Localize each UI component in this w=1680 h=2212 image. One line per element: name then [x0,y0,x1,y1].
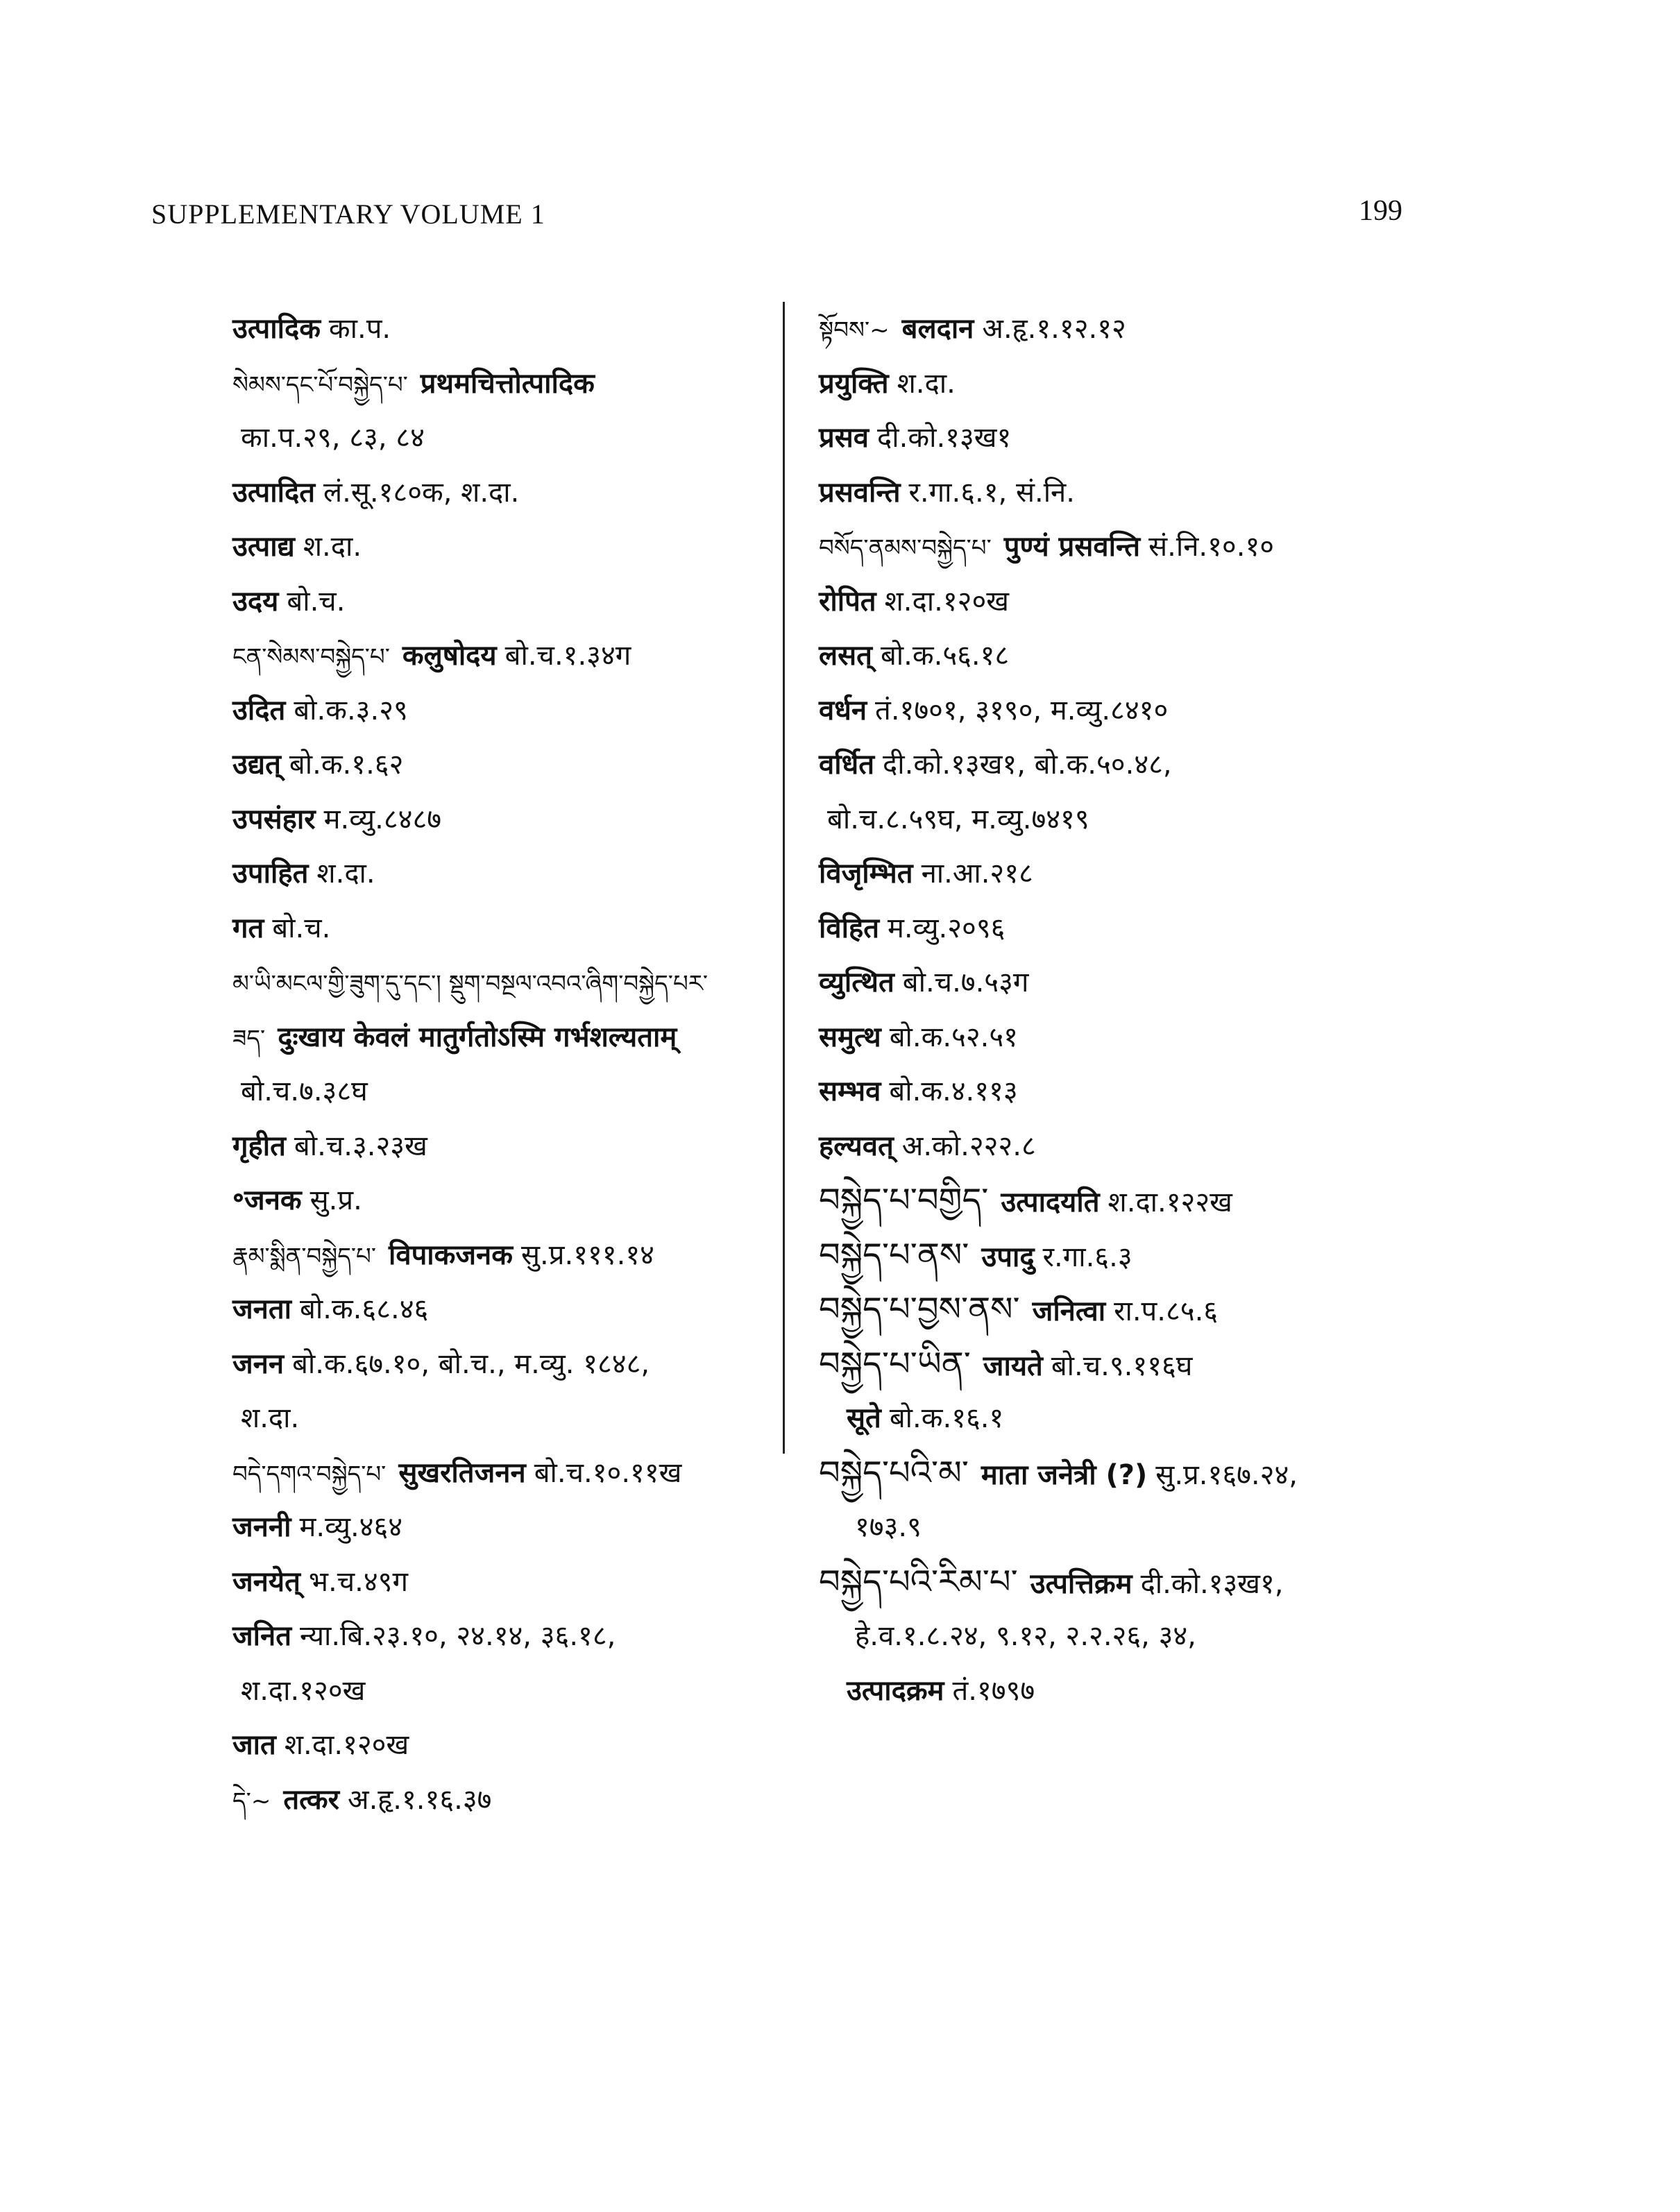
source-reference: बो.च.७.३८घ [241,1075,368,1107]
dictionary-entry [819,1282,1527,1337]
sanskrit-term: जनयेत् [232,1565,300,1598]
source-reference: बो.क.१६.१ [889,1402,1004,1434]
sanskrit-term: विहित [819,912,879,944]
source-reference: बो.च. [287,585,346,618]
source-reference: दी.को.१३ख१, [1140,1567,1284,1600]
sanskrit-term: विजृम्भित [819,858,913,890]
tibetan-headword: བསྐྱེད་པའི་མ་ [819,1453,969,1492]
sanskrit-term: सम्भव [819,1075,881,1107]
sanskrit-term: प्रसवन्ति [819,476,901,509]
sanskrit-term: प्रयुक्ति [819,367,889,400]
source-reference: श.दा. [316,858,375,890]
dictionary-entry [232,1064,829,1119]
dictionary-entry [232,1555,829,1610]
tibetan-headword: བསྐྱེད་པ་བྱས་ནས་ [819,1290,1020,1329]
sanskrit-term: जनन [232,1347,285,1380]
sanskrit-term: बलदान [901,313,974,345]
source-reference: श.दा.१२०ख [884,585,1009,618]
dictionary-entry [819,1500,1527,1555]
tibetan-headword: བདེ་དགའ་བསྐྱེད་པ་ [232,1460,387,1488]
tibetan-headword: བསྐྱེད་པ་ནས་ [819,1235,969,1275]
sanskrit-term: लसत् [819,640,872,672]
sanskrit-term: उपादु [981,1241,1035,1273]
tibetan-headword: བསྐྱེད་པ་ཡིན་ [819,1344,971,1384]
dictionary-entry [232,1500,829,1555]
sanskrit-term: जात [232,1729,276,1761]
sanskrit-term: जननी [232,1511,291,1543]
source-reference: र.गा.६.३ [1042,1241,1132,1273]
sanskrit-term: प्रसव [819,422,869,454]
source-reference: म.व्यु.२०९६ [888,912,1006,944]
dictionary-entry [819,1337,1527,1392]
dictionary-entry [232,411,829,466]
source-reference: बो.च.१.३४ग [504,640,631,672]
source-reference: म.व्यु.८४८७ [323,803,442,835]
sanskrit-term: दुःखाय केवलं मातुर्गतोऽस्मि गर्भशल्यताम् [278,1021,677,1053]
dictionary-entry [232,1446,829,1501]
sanskrit-term: उत्पादिक [232,313,321,345]
source-reference: बो.च.१०.११ख [534,1456,682,1489]
source-reference: रा.प.८५.६ [1114,1295,1219,1327]
sanskrit-term: जनित [232,1620,292,1652]
source-reference: अ.हृ.१.१६.३७ [348,1783,492,1816]
dictionary-entry [819,1228,1527,1283]
source-reference: श.दा. [897,367,956,400]
sanskrit-term: हल्यवत् [819,1130,894,1162]
dictionary-entry [819,1555,1527,1610]
sanskrit-term: समुत्थ [819,1021,881,1053]
sanskrit-term: गत [232,912,264,944]
dictionary-entry [232,302,829,357]
sanskrit-term: उत्पादक्रम [847,1674,944,1707]
sanskrit-term: उत्पादयति [1001,1186,1100,1218]
dictionary-entry [232,1337,829,1392]
dictionary-entry [232,575,829,629]
dictionary-entry [819,520,1527,575]
source-reference: बो.क.३.२९ [294,694,408,726]
tibetan-headword: སྟོབས་~ [819,316,890,344]
dictionary-entry [232,1664,829,1719]
source-reference: बो.क.१.६२ [289,749,404,781]
source-reference: का.प. [328,313,391,345]
sanskrit-term: उपसंहार [232,803,316,835]
source-reference: बो.क.६७.१०, बो.च., म.व्यु. १८४८, [292,1347,650,1380]
sanskrit-term: उद्यत् [232,749,281,781]
sanskrit-term: वर्धन [819,694,867,726]
dictionary-entry [232,792,829,847]
source-reference: तं.१७९७ [952,1674,1035,1707]
dictionary-entry [232,1282,829,1337]
sanskrit-term: उत्पाद्य [232,531,295,563]
dictionary-entry [232,466,829,520]
tibetan-headword: མ་ཡི་མངལ་གྱི་ཟུག་དུ་དང་། སྡུག་བསྔལ་འབའ་ཞིག་བསྐྱེད་པར་ [232,970,709,998]
tibetan-headword: བསོད་ནམས་བསྐྱེད་པ་ [819,534,992,562]
right-column [819,302,1527,1718]
dictionary-entry [232,1173,829,1228]
source-reference: श.दा.१२२ख [1108,1186,1232,1218]
dictionary-entry [232,901,829,956]
sanskrit-term: जनता [232,1293,292,1325]
tibetan-headword: ངན་སེམས་བསྐྱེད་པ་ [232,643,390,671]
tibetan-headword: དེ་~ [232,1787,271,1815]
dictionary-entry [232,1010,829,1065]
tibetan-headword: བསྐྱེད་པའི་རིམ་པ་ [819,1562,1018,1601]
dictionary-entry [819,357,1527,411]
sanskrit-term: पुण्यं प्रसवन्ति [1003,531,1141,563]
dictionary-entry [819,1391,1527,1446]
source-reference: ना.आ.२१८ [921,858,1033,890]
sanskrit-term: उत्पत्तिक्रम [1030,1567,1132,1600]
dictionary-entry [232,1119,829,1174]
source-reference: म.व्यु.४६४ [299,1511,403,1543]
source-reference: बो.क.६८.४६ [300,1293,429,1325]
dictionary-entry [819,955,1527,1010]
tibetan-headword: བསྐྱེད་པ་བགྱིད་ [819,1181,989,1220]
sanskrit-term: ॰जनक [232,1184,302,1216]
page-number: 199 [1359,195,1402,227]
dictionary-entry [819,683,1527,738]
dictionary-entry [819,901,1527,956]
source-reference: १७३.९ [855,1511,922,1543]
sanskrit-term: विपाकजनक [388,1239,513,1271]
source-reference: बो.च.९.११६घ [1051,1350,1193,1382]
dictionary-entry [819,411,1527,466]
dictionary-entry [819,1010,1527,1065]
sanskrit-term: सुखरतिजनन [398,1456,526,1489]
dictionary-entry [819,1173,1527,1228]
source-reference: बो.च.३.२३ख [294,1130,427,1162]
dictionary-entry [232,629,829,683]
sanskrit-term: प्रथमचित्तोत्पादिक [420,367,595,400]
sanskrit-term: जनित्वा [1032,1295,1106,1327]
sanskrit-term: कलुषोदय [402,640,497,672]
source-reference: बो.च.८.५९घ, म.व्यु.७४१९ [827,803,1089,835]
sanskrit-term: व्युत्थित [819,967,894,998]
dictionary-entry [232,846,829,901]
dictionary-entry [232,520,829,575]
source-reference: भ.च.४९ग [308,1565,408,1598]
source-reference: लं.सू.१८०क, श.दा. [323,476,520,509]
source-reference: सं.नि.१०.१० [1148,531,1275,563]
dictionary-entry [819,466,1527,520]
dictionary-entry [819,1664,1527,1719]
dictionary-entry [232,1228,829,1283]
dictionary-entry [232,1773,829,1828]
dictionary-entry [232,738,829,792]
sanskrit-term: तत्कर [283,1783,340,1816]
sanskrit-term: माता जनेत्री (?) [981,1458,1148,1491]
source-reference: श.दा.१२०ख [284,1729,409,1761]
source-reference: अ.को.२२२.८ [901,1130,1036,1162]
dictionary-entry [819,846,1527,901]
dictionary-entry [819,1064,1527,1119]
sanskrit-term: रोपित [819,585,876,618]
source-reference: दी.को.१३ख१, बो.क.५०.४८, [883,749,1172,781]
dictionary-entry [819,575,1527,629]
dictionary-entry [819,738,1527,792]
running-head: SUPPLEMENTARY VOLUME 1 [151,198,545,230]
sanskrit-term: उत्पादित [232,476,315,509]
dictionary-entry [232,1391,829,1446]
dictionary-entry [232,1609,829,1664]
sanskrit-term: जायते [983,1350,1043,1382]
source-reference: श.दा. [303,531,362,563]
source-reference: तं.१७०१, ३१९०, म.व्यु.८४१० [875,694,1169,726]
source-reference: र.गा.६.१, सं.नि. [908,476,1075,509]
dictionary-entry [819,629,1527,683]
source-reference: बो.च.७.५३ग [902,967,1029,998]
sanskrit-term: उदय [232,585,279,618]
source-reference: बो.क.५६.१८ [880,640,1010,672]
source-reference: श.दा. [241,1402,300,1434]
source-reference: श.दा.१२०ख [241,1674,366,1707]
dictionary-entry [819,302,1527,357]
source-reference: सु.प्र. [309,1184,362,1216]
tibetan-headword: སེམས་དང་པོ་བསྐྱེད་པ་ [232,371,408,399]
source-reference: हे.व.१.८.२४, ९.१२, २.२.२६, ३४, [855,1620,1196,1652]
source-reference: दी.को.१३ख१ [877,422,1012,454]
dictionary-entry [232,955,829,1010]
source-reference: बो.क.५२.५१ [889,1021,1018,1053]
dictionary-entry [232,1718,829,1773]
source-reference: सु.प्र.१६७.२४, [1155,1458,1298,1491]
dictionary-entry [819,1446,1527,1501]
sanskrit-term: उपाहित [232,858,309,890]
source-reference: न्या.बि.२३.१०, २४.१४, ३६.१८, [300,1620,616,1652]
dictionary-entry [819,792,1527,847]
dictionary-entry [819,1609,1527,1664]
source-reference: सु.प्र.१११.१४ [520,1239,654,1271]
left-column [232,302,829,1827]
dictionary-entry [819,1119,1527,1174]
tibetan-headword: རྣམ་སྨིན་བསྐྱེད་པ་ [232,1242,376,1270]
sanskrit-term: वर्धित [819,749,874,781]
dictionary-entry [232,357,829,411]
sanskrit-term: सूते [847,1402,881,1434]
source-reference: बो.क.४.११३ [889,1075,1018,1107]
sanskrit-term: गृहीत [232,1130,286,1162]
tibetan-headword: ཟད་ [232,1024,266,1053]
column-divider [783,302,785,1454]
source-reference: का.प.२९, ८३, ८४ [241,422,425,454]
sanskrit-term: उदित [232,694,286,726]
source-reference: अ.हृ.१.१२.१२ [982,313,1126,345]
dictionary-entry [232,683,829,738]
source-reference: बो.च. [272,912,331,944]
